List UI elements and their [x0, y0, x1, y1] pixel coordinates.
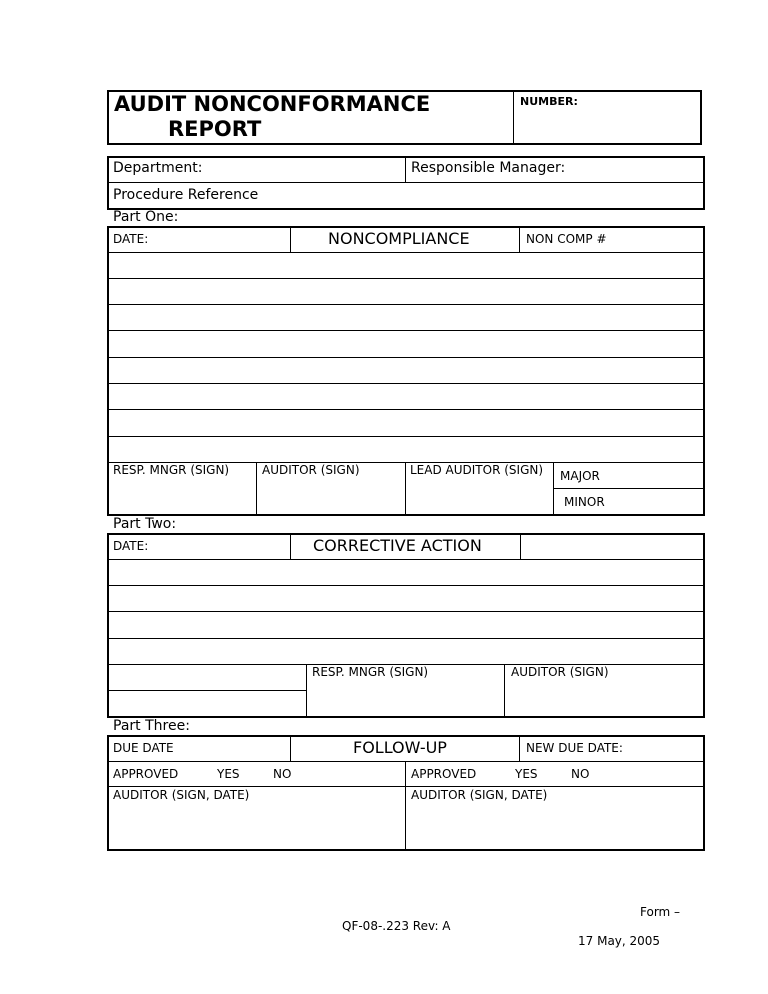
procedure-reference-field[interactable]	[275, 184, 703, 208]
responsible-manager-field[interactable]	[582, 158, 703, 181]
noncompliance-description-field[interactable]	[109, 254, 703, 461]
ca-line	[107, 690, 306, 691]
corrective-action-description-field[interactable]	[109, 561, 703, 663]
ca-auditor-sign-label: AUDITOR (SIGN)	[511, 665, 609, 679]
follow-up-title: FOLLOW-UP	[353, 738, 447, 757]
non-comp-number-label: NON COMP #	[526, 232, 607, 246]
nc-date-label: DATE:	[113, 232, 149, 246]
yes-option-left[interactable]: YES	[217, 767, 240, 781]
noncompliance-title: NONCOMPLIANCE	[328, 229, 470, 248]
fu-header-divider-2	[519, 735, 520, 762]
form-date: 17 May, 2005	[578, 934, 661, 948]
new-due-date-label: NEW DUE DATE:	[526, 741, 623, 755]
nc-sign-divider-2	[405, 462, 406, 516]
nc-sign-divider-3	[553, 462, 554, 516]
approved-label-left: APPROVED	[113, 767, 179, 781]
fu-line	[107, 786, 705, 787]
minor-label[interactable]: MINOR	[564, 495, 605, 509]
nc-header-divider-1	[290, 226, 291, 253]
part-one-heading: Part One:	[113, 209, 179, 225]
auditor-sign-date-field-left[interactable]	[109, 803, 403, 849]
no-option-left[interactable]: NO	[273, 767, 292, 781]
form-label: Form –	[640, 905, 681, 919]
fu-header-divider-1	[290, 735, 291, 762]
auditor-sign-label: AUDITOR (SIGN)	[262, 463, 360, 477]
ca-header-divider-2	[520, 533, 521, 560]
ca-line	[107, 559, 705, 560]
number-field[interactable]	[516, 112, 700, 143]
ca-resp-mngr-sign-label: RESP. MNGR (SIGN)	[312, 665, 429, 679]
nc-header-divider-2	[519, 226, 520, 253]
department-field[interactable]	[215, 158, 403, 181]
info-col-divider	[405, 156, 406, 183]
procedure-reference-label: Procedure Reference	[113, 187, 259, 203]
department-label: Department:	[113, 160, 203, 176]
form-code: QF-08-.223 Rev: A	[342, 919, 451, 933]
approved-label-right: APPROVED	[411, 767, 477, 781]
lead-auditor-sign-label: LEAD AUDITOR (SIGN)	[410, 463, 544, 477]
nc-sign-divider-1	[256, 462, 257, 516]
ca-sign-divider-1	[306, 664, 307, 718]
info-row-divider	[107, 182, 705, 183]
auditor-sign-date-label-right: AUDITOR (SIGN, DATE)	[411, 788, 548, 802]
resp-mngr-sign-label: RESP. MNGR (SIGN)	[113, 463, 230, 477]
responsible-manager-label: Responsible Manager:	[411, 160, 566, 176]
major-label[interactable]: MAJOR	[560, 469, 600, 483]
auditor-sign-date-field-right[interactable]	[407, 803, 703, 849]
ca-sign-divider-2	[504, 664, 505, 718]
yes-option-right[interactable]: YES	[515, 767, 538, 781]
form-title-line2: REPORT	[168, 117, 262, 141]
major-minor-divider	[553, 488, 705, 489]
due-date-label: DUE DATE	[113, 741, 174, 755]
fu-line	[107, 761, 705, 762]
no-option-right[interactable]: NO	[571, 767, 590, 781]
title-divider	[513, 90, 514, 145]
ca-header-divider-1	[290, 533, 291, 560]
part-three-heading: Part Three:	[113, 718, 190, 734]
ca-date-label: DATE:	[113, 539, 149, 553]
corrective-action-title: CORRECTIVE ACTION	[313, 536, 482, 555]
auditor-sign-date-label-left: AUDITOR (SIGN, DATE)	[113, 788, 250, 802]
fu-col-divider	[405, 761, 406, 851]
number-label: NUMBER:	[520, 95, 578, 108]
nc-line	[107, 252, 705, 253]
form-title-line1: AUDIT NONCONFORMANCE	[114, 92, 431, 116]
part-two-heading: Part Two:	[113, 516, 177, 532]
